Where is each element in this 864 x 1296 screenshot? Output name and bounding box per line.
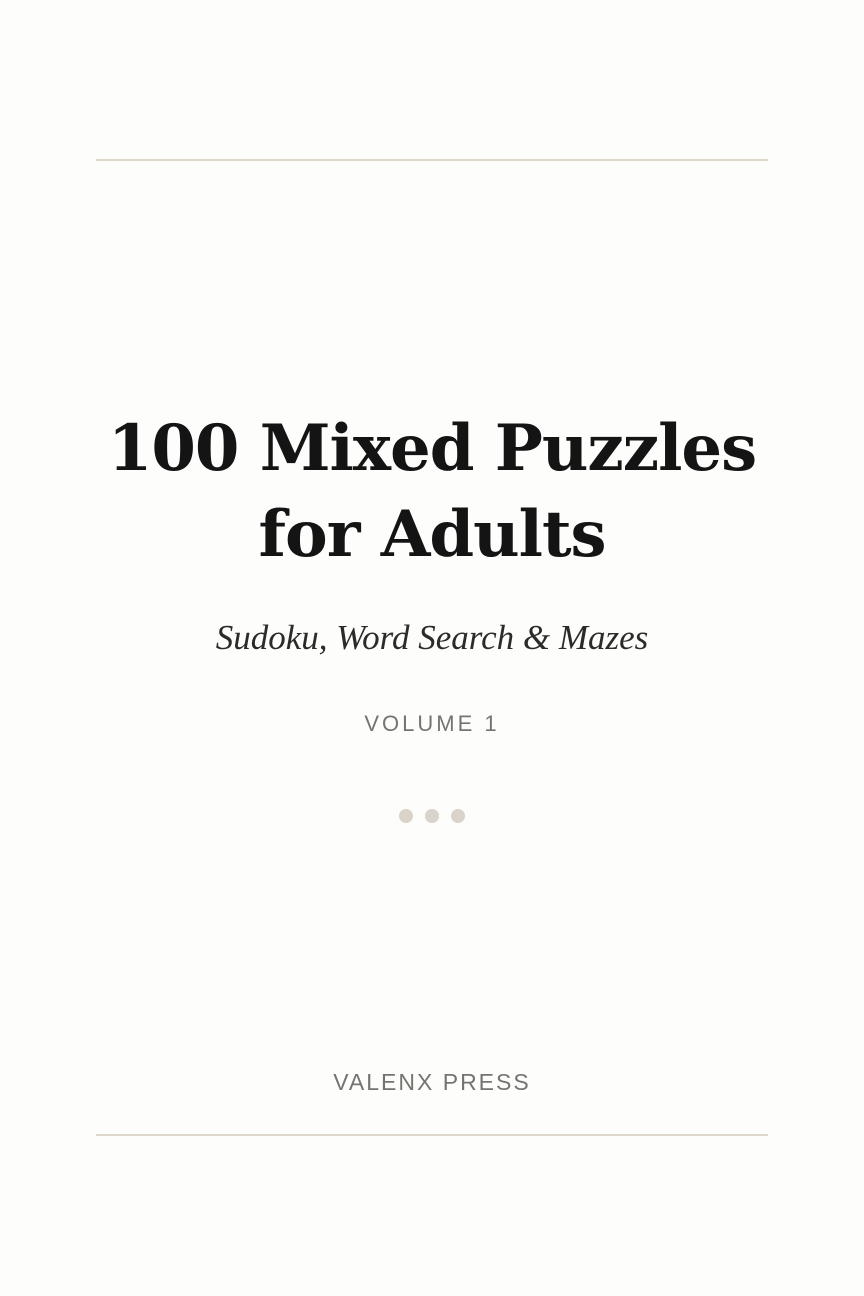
top-divider [96, 159, 768, 161]
publisher-name: VALENX PRESS [333, 1069, 531, 1095]
book-subtitle: Sudoku, Word Search & Mazes [215, 618, 649, 657]
decorative-dots [0, 809, 864, 823]
volume-label: VOLUME 1 [364, 711, 500, 736]
dot-icon [425, 809, 439, 823]
title-line-2: for Adults [258, 497, 606, 572]
title-line-1: 100 Mixed Puzzles [107, 411, 757, 486]
dot-icon [399, 809, 413, 823]
book-title [0, 406, 864, 578]
dot-icon [451, 809, 465, 823]
bottom-divider [96, 1134, 768, 1136]
